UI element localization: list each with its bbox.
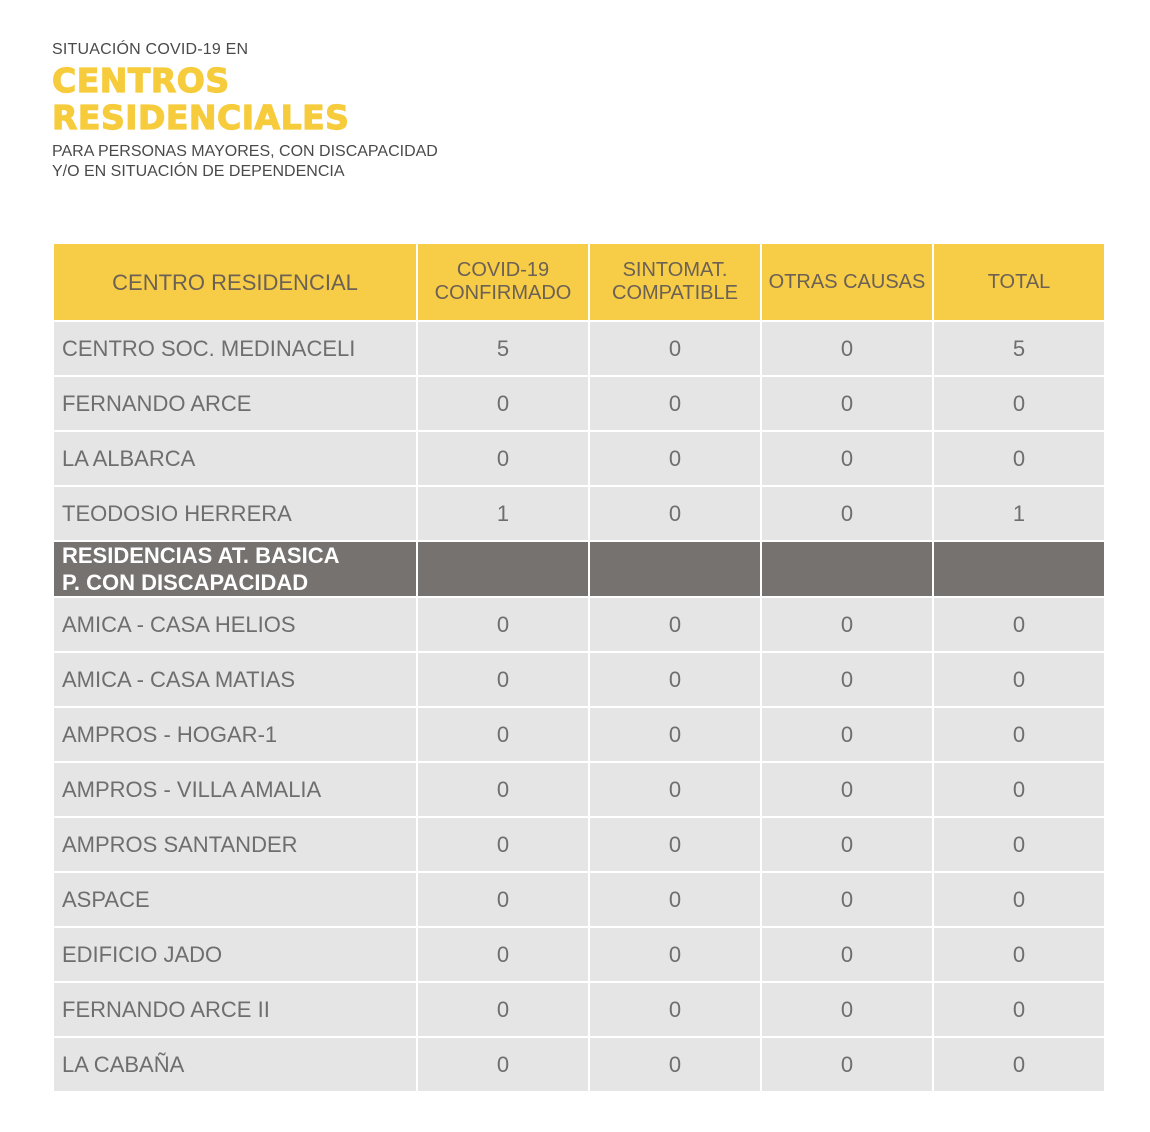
row-name: EDIFICIO JADO — [53, 927, 417, 982]
table-row — [53, 762, 1105, 817]
section-cell — [589, 541, 761, 597]
row-confirmed: 0 — [417, 652, 589, 707]
row-symptoms: 0 — [589, 431, 761, 486]
section-cell — [761, 541, 933, 597]
table-row — [53, 431, 1105, 486]
section-cell — [933, 541, 1105, 597]
row-total: 0 — [933, 1037, 1105, 1092]
table-header-row — [53, 243, 1105, 321]
row-name: LA CABAÑA — [53, 1037, 417, 1092]
table-row — [53, 321, 1105, 376]
title-line-2: RESIDENCIALES — [52, 98, 350, 137]
row-symptoms: 0 — [589, 927, 761, 982]
row-name: CENTRO SOC. MEDINACELI — [53, 321, 417, 376]
header-subtitle — [52, 142, 572, 182]
row-other: 0 — [761, 652, 933, 707]
row-other: 0 — [761, 817, 933, 872]
report-header — [52, 40, 572, 182]
row-other: 0 — [761, 597, 933, 652]
row-symptoms: 0 — [589, 321, 761, 376]
row-confirmed: 0 — [417, 927, 589, 982]
row-symptoms: 0 — [589, 762, 761, 817]
row-name: FERNANDO ARCE II — [53, 982, 417, 1037]
column-header-confirmed — [417, 243, 589, 321]
table-row — [53, 486, 1105, 541]
row-name: FERNANDO ARCE — [53, 376, 417, 431]
row-name: AMPROS SANTANDER — [53, 817, 417, 872]
row-total: 0 — [933, 431, 1105, 486]
row-symptoms: 0 — [589, 1037, 761, 1092]
row-other: 0 — [761, 376, 933, 431]
row-confirmed: 0 — [417, 817, 589, 872]
row-name: ASPACE — [53, 872, 417, 927]
row-total: 0 — [933, 982, 1105, 1037]
row-symptoms: 0 — [589, 486, 761, 541]
row-other: 0 — [761, 927, 933, 982]
column-header-confirmed-line-1: COVID-19 — [456, 259, 550, 281]
row-confirmed: 5 — [417, 321, 589, 376]
column-header-name: CENTRO RESIDENCIAL — [53, 243, 417, 321]
table-row — [53, 707, 1105, 762]
section-header-row — [53, 541, 1105, 597]
residences-table — [52, 242, 1106, 1093]
row-total: 0 — [933, 817, 1105, 872]
column-header-other: OTRAS CAUSAS — [761, 243, 933, 321]
row-confirmed: 0 — [417, 376, 589, 431]
table-row — [53, 872, 1105, 927]
row-total: 0 — [933, 762, 1105, 817]
row-confirmed: 0 — [417, 762, 589, 817]
row-symptoms: 0 — [589, 597, 761, 652]
row-other: 0 — [761, 431, 933, 486]
row-symptoms: 0 — [589, 982, 761, 1037]
row-name: TEODOSIO HERRERA — [53, 486, 417, 541]
section-title-line-2: P. CON DISCAPACIDAD — [62, 570, 309, 595]
row-symptoms: 0 — [589, 707, 761, 762]
subtitle-line-2: Y/O EN SITUACIÓN DE DEPENDENCIA — [52, 163, 345, 180]
column-header-symptoms — [589, 243, 761, 321]
row-total: 0 — [933, 376, 1105, 431]
section-title — [53, 541, 417, 597]
row-confirmed: 0 — [417, 1037, 589, 1092]
row-total: 1 — [933, 486, 1105, 541]
row-confirmed: 1 — [417, 486, 589, 541]
row-symptoms: 0 — [589, 817, 761, 872]
row-total: 0 — [933, 927, 1105, 982]
row-other: 0 — [761, 872, 933, 927]
row-name: AMICA - CASA HELIOS — [53, 597, 417, 652]
row-other: 0 — [761, 707, 933, 762]
row-total: 0 — [933, 597, 1105, 652]
row-other: 0 — [761, 982, 933, 1037]
row-other: 0 — [761, 486, 933, 541]
row-total: 5 — [933, 321, 1105, 376]
row-total: 0 — [933, 707, 1105, 762]
table-row — [53, 597, 1105, 652]
table-row — [53, 652, 1105, 707]
column-header-total: TOTAL — [933, 243, 1105, 321]
row-total: 0 — [933, 872, 1105, 927]
column-header-confirmed-line-2: CONFIRMADO — [434, 282, 572, 304]
row-confirmed: 0 — [417, 872, 589, 927]
row-name: LA ALBARCA — [53, 431, 417, 486]
row-other: 0 — [761, 321, 933, 376]
page-title — [52, 62, 572, 136]
column-header-symptoms-line-1: SINTOMAT. — [622, 259, 728, 281]
row-symptoms: 0 — [589, 376, 761, 431]
row-name: AMPROS - HOGAR-1 — [53, 707, 417, 762]
table-row — [53, 376, 1105, 431]
title-line-1: CENTROS — [52, 61, 230, 100]
row-total: 0 — [933, 652, 1105, 707]
column-header-symptoms-line-2: COMPATIBLE — [612, 282, 738, 304]
section-title-line-1: RESIDENCIAS AT. BASICA — [62, 543, 340, 568]
row-confirmed: 0 — [417, 597, 589, 652]
row-confirmed: 0 — [417, 431, 589, 486]
header-kicker: SITUACIÓN COVID-19 EN — [52, 41, 249, 58]
table-row — [53, 982, 1105, 1037]
row-name: AMICA - CASA MATIAS — [53, 652, 417, 707]
table-row — [53, 927, 1105, 982]
row-symptoms: 0 — [589, 872, 761, 927]
row-symptoms: 0 — [589, 652, 761, 707]
subtitle-line-1: PARA PERSONAS MAYORES, CON DISCAPACIDAD — [52, 143, 438, 160]
table-row — [53, 817, 1105, 872]
row-confirmed: 0 — [417, 707, 589, 762]
row-other: 0 — [761, 762, 933, 817]
table-row — [53, 1037, 1105, 1092]
section-cell — [417, 541, 589, 597]
row-name: AMPROS - VILLA AMALIA — [53, 762, 417, 817]
row-other: 0 — [761, 1037, 933, 1092]
row-confirmed: 0 — [417, 982, 589, 1037]
